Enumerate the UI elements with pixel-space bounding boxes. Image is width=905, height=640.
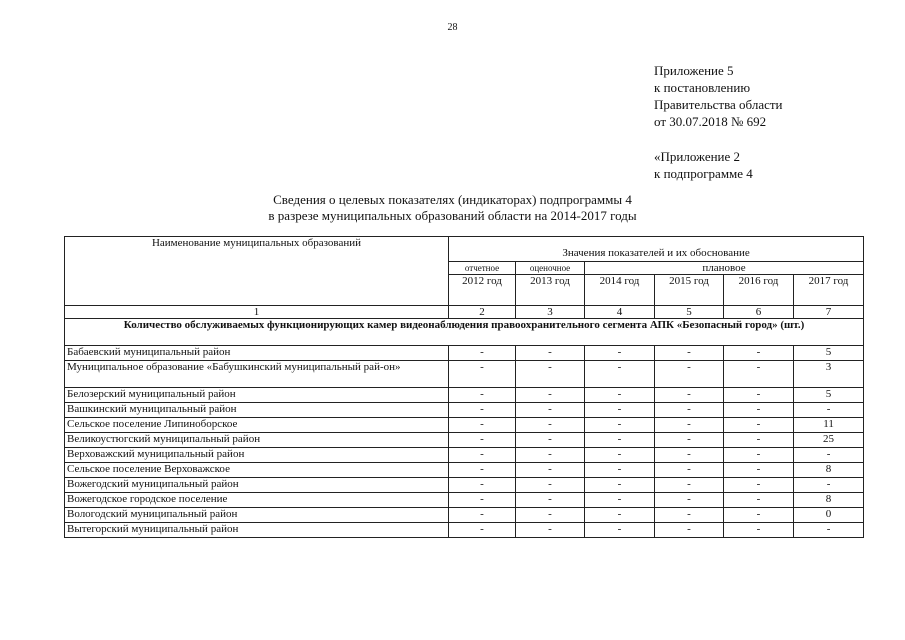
value-cell: - bbox=[449, 463, 516, 478]
value-cell: - bbox=[449, 508, 516, 523]
value-cell: - bbox=[516, 433, 585, 448]
value-cell: 3 bbox=[794, 361, 864, 388]
value-cell: - bbox=[449, 493, 516, 508]
table-row bbox=[65, 508, 864, 523]
value-cell: - bbox=[794, 403, 864, 418]
header-year: 2016 год bbox=[724, 275, 794, 306]
value-cell: - bbox=[655, 523, 724, 538]
appendix2-line: к подпрограмме 4 bbox=[654, 166, 753, 181]
value-cell: - bbox=[585, 478, 655, 493]
value-cell: - bbox=[794, 523, 864, 538]
column-number: 6 bbox=[724, 306, 794, 319]
municipality-name: Вожегодский муниципальный район bbox=[65, 478, 449, 493]
value-cell: - bbox=[724, 346, 794, 361]
value-cell: - bbox=[585, 463, 655, 478]
column-number: 1 bbox=[65, 306, 449, 319]
value-cell: - bbox=[516, 523, 585, 538]
value-cell: - bbox=[724, 361, 794, 388]
value-cell: - bbox=[655, 418, 724, 433]
value-cell: - bbox=[794, 448, 864, 463]
municipality-name: Великоустюгский муниципальный район bbox=[65, 433, 449, 448]
value-cell: - bbox=[655, 403, 724, 418]
value-cell: - bbox=[516, 478, 585, 493]
value-cell: - bbox=[655, 361, 724, 388]
municipality-name: Сельское поселение Верховажское bbox=[65, 463, 449, 478]
appendix-line: Приложение 5 bbox=[654, 63, 734, 78]
municipality-name: Муниципальное образование «Бабушкинский муниципальный рай-он» bbox=[65, 361, 449, 388]
value-cell: - bbox=[516, 508, 585, 523]
page-number: 28 bbox=[447, 22, 458, 33]
value-cell: 25 bbox=[794, 433, 864, 448]
header-year: 2012 год bbox=[449, 275, 516, 306]
municipality-name: Верховажский муниципальный район bbox=[65, 448, 449, 463]
value-cell: - bbox=[585, 346, 655, 361]
header-year: 2017 год bbox=[794, 275, 864, 306]
header-year: 2015 год bbox=[655, 275, 724, 306]
document-title bbox=[0, 192, 905, 224]
value-cell: - bbox=[585, 448, 655, 463]
appendix-block bbox=[654, 62, 783, 130]
value-cell: - bbox=[724, 403, 794, 418]
value-cell: - bbox=[585, 493, 655, 508]
column-number: 7 bbox=[794, 306, 864, 319]
column-number: 4 bbox=[585, 306, 655, 319]
value-cell: - bbox=[449, 403, 516, 418]
value-cell: - bbox=[585, 523, 655, 538]
table-row bbox=[65, 478, 864, 493]
table-row bbox=[65, 403, 864, 418]
municipality-name: Вашкинский муниципальный район bbox=[65, 403, 449, 418]
value-cell: - bbox=[724, 523, 794, 538]
value-cell: - bbox=[724, 388, 794, 403]
value-cell: - bbox=[724, 433, 794, 448]
indicators-table bbox=[64, 236, 864, 538]
value-cell: - bbox=[655, 448, 724, 463]
value-cell: - bbox=[655, 388, 724, 403]
value-cell: 0 bbox=[794, 508, 864, 523]
column-numbers-row bbox=[65, 306, 864, 319]
header-planned: плановое bbox=[585, 262, 864, 275]
column-number: 3 bbox=[516, 306, 585, 319]
table-row bbox=[65, 523, 864, 538]
header-year: 2014 год bbox=[585, 275, 655, 306]
header-year: 2013 год bbox=[516, 275, 585, 306]
value-cell: - bbox=[449, 361, 516, 388]
title-line-2: в разрезе муниципальных образований области на 2014-2017 годы bbox=[268, 208, 637, 223]
appendix-line: Правительства области bbox=[654, 97, 783, 112]
table-row bbox=[65, 418, 864, 433]
value-cell: - bbox=[516, 463, 585, 478]
appendix-line: от 30.07.2018 № 692 bbox=[654, 114, 767, 129]
value-cell: - bbox=[724, 448, 794, 463]
title-line-1: Сведения о целевых показателях (индикаторах) подпрограммы 4 bbox=[273, 192, 632, 207]
value-cell: - bbox=[449, 478, 516, 493]
value-cell: - bbox=[449, 433, 516, 448]
value-cell: - bbox=[794, 478, 864, 493]
value-cell: - bbox=[516, 403, 585, 418]
table-row bbox=[65, 433, 864, 448]
municipality-name: Вожегодское городское поселение bbox=[65, 493, 449, 508]
value-cell: - bbox=[724, 463, 794, 478]
header-row-1 bbox=[65, 237, 864, 262]
table-row bbox=[65, 361, 864, 388]
section-row bbox=[65, 319, 864, 346]
header-estimated: оценочное bbox=[516, 262, 585, 275]
municipality-name: Белозерский муниципальный район bbox=[65, 388, 449, 403]
value-cell: - bbox=[516, 448, 585, 463]
value-cell: - bbox=[724, 493, 794, 508]
table-row bbox=[65, 463, 864, 478]
value-cell: - bbox=[516, 493, 585, 508]
value-cell: - bbox=[655, 493, 724, 508]
value-cell: - bbox=[516, 418, 585, 433]
value-cell: - bbox=[655, 346, 724, 361]
municipality-name: Вытегорский муниципальный район bbox=[65, 523, 449, 538]
value-cell: - bbox=[655, 508, 724, 523]
value-cell: - bbox=[516, 361, 585, 388]
value-cell: 5 bbox=[794, 388, 864, 403]
value-cell: 11 bbox=[794, 418, 864, 433]
value-cell: 5 bbox=[794, 346, 864, 361]
value-cell: - bbox=[585, 361, 655, 388]
value-cell: - bbox=[655, 463, 724, 478]
value-cell: - bbox=[449, 346, 516, 361]
header-values-cell: Значения показателей и их обоснование bbox=[449, 237, 864, 262]
municipality-name: Бабаевский муниципальный район bbox=[65, 346, 449, 361]
value-cell: - bbox=[449, 523, 516, 538]
value-cell: - bbox=[449, 448, 516, 463]
table-row bbox=[65, 448, 864, 463]
value-cell: - bbox=[449, 418, 516, 433]
table-row bbox=[65, 493, 864, 508]
column-number: 5 bbox=[655, 306, 724, 319]
value-cell: - bbox=[516, 388, 585, 403]
value-cell: - bbox=[585, 508, 655, 523]
header-name-cell: Наименование муниципальных образований bbox=[65, 237, 449, 306]
header-reported: отчетное bbox=[449, 262, 516, 275]
value-cell: - bbox=[585, 403, 655, 418]
table-row bbox=[65, 388, 864, 403]
value-cell: - bbox=[449, 388, 516, 403]
value-cell: - bbox=[585, 418, 655, 433]
municipality-name: Вологодский муниципальный район bbox=[65, 508, 449, 523]
municipality-name: Сельское поселение Липиноборское bbox=[65, 418, 449, 433]
value-cell: - bbox=[724, 478, 794, 493]
table-row bbox=[65, 346, 864, 361]
appendix2-block bbox=[654, 148, 753, 182]
value-cell: 8 bbox=[794, 493, 864, 508]
value-cell: - bbox=[724, 418, 794, 433]
value-cell: - bbox=[655, 433, 724, 448]
value-cell: 8 bbox=[794, 463, 864, 478]
column-number: 2 bbox=[449, 306, 516, 319]
appendix2-line: «Приложение 2 bbox=[654, 149, 741, 164]
value-cell: - bbox=[585, 433, 655, 448]
value-cell: - bbox=[724, 508, 794, 523]
value-cell: - bbox=[585, 388, 655, 403]
section-title: Количество обслуживаемых функционирующих камер видеонаблюдения правоохранительного сегмента АПК «Безопасный город» (шт.) bbox=[65, 319, 864, 346]
value-cell: - bbox=[655, 478, 724, 493]
value-cell: - bbox=[516, 346, 585, 361]
appendix-line: к постановлению bbox=[654, 80, 751, 95]
